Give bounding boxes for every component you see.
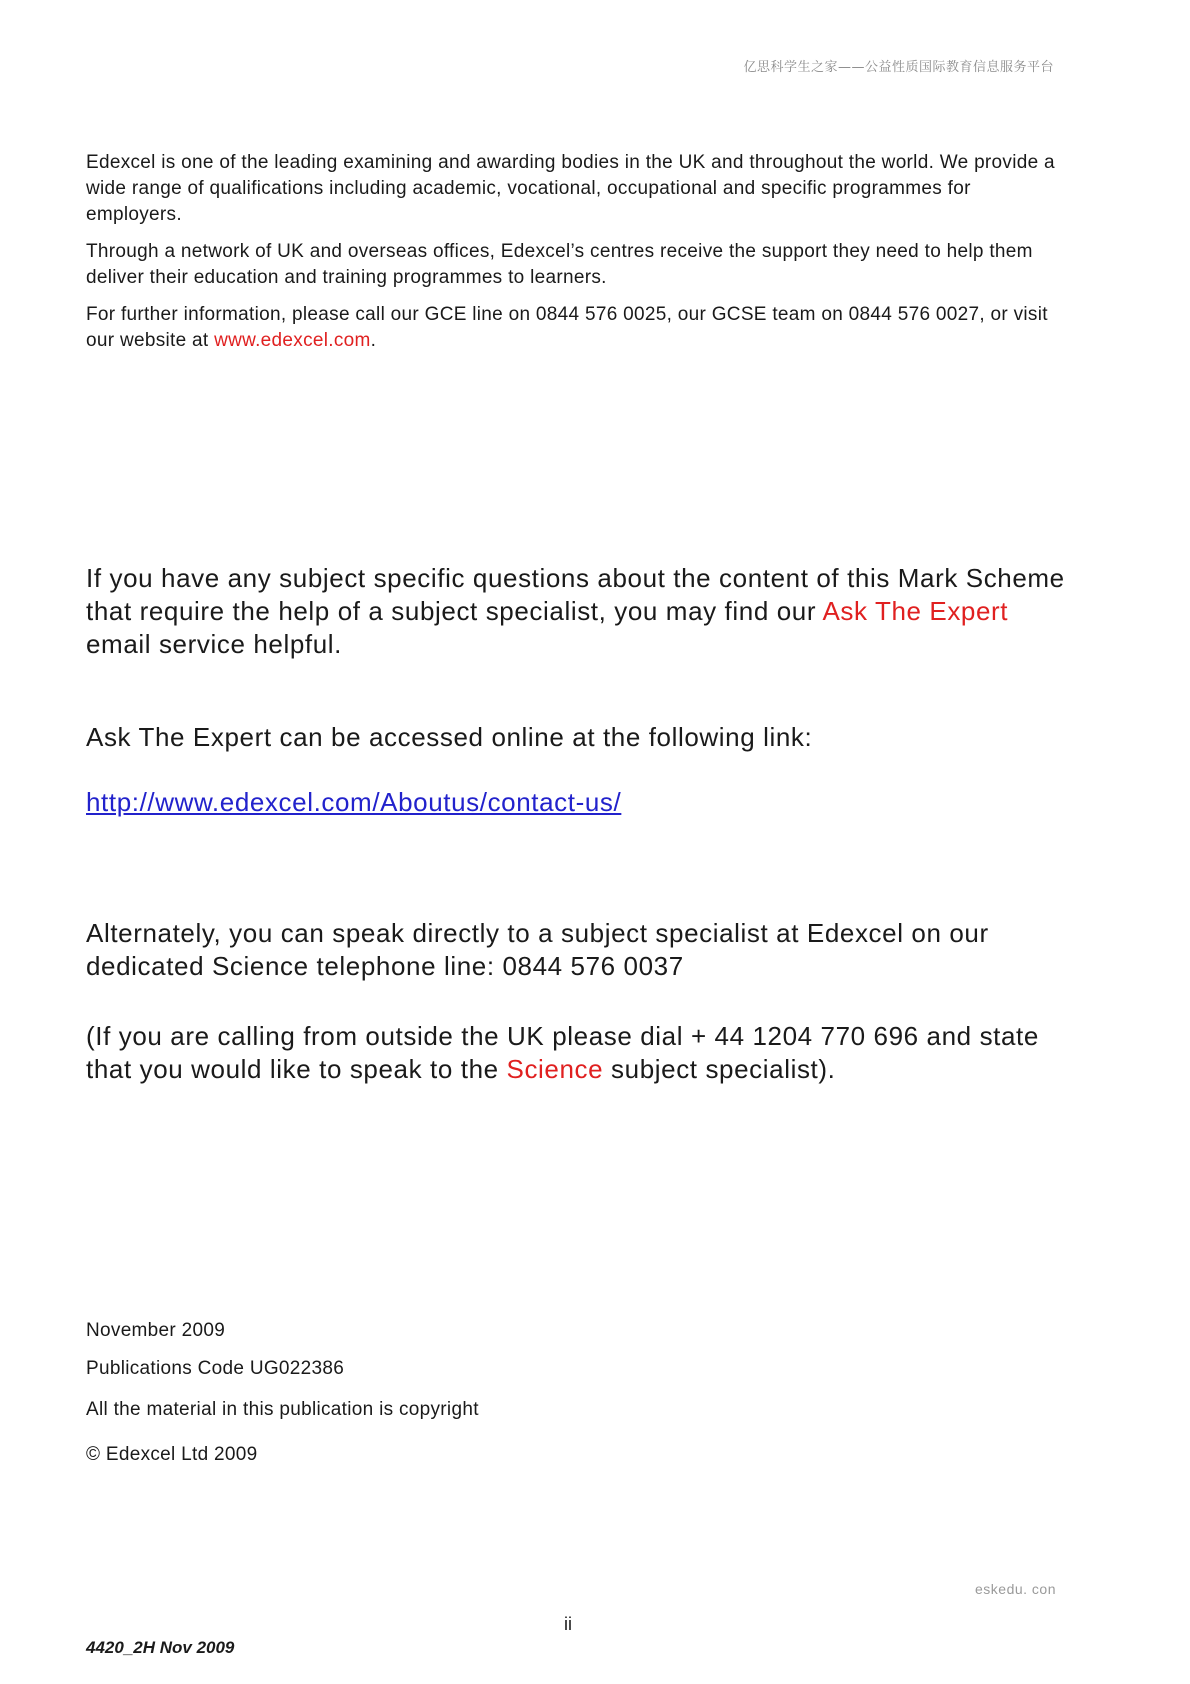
ask-the-expert-link[interactable]: Ask The Expert xyxy=(822,596,1009,626)
copyright-line: © Edexcel Ltd 2009 xyxy=(86,1444,258,1465)
ask-expert-paragraph xyxy=(86,562,1076,661)
ask-expert-text: If you have any subject specific questions about the content of this Mark Scheme that require the help of a subject specialist, you may find our xyxy=(86,563,1065,626)
access-paragraph: Ask The Expert can be accessed online at the following link: xyxy=(86,722,813,752)
website-link[interactable]: www.edexcel.com xyxy=(214,330,371,351)
intro-p3-end: . xyxy=(370,330,377,351)
watermark: eskedu. con xyxy=(975,1581,1056,1597)
copyright-note: All the material in this publication is copyright xyxy=(86,1399,479,1420)
intro-section xyxy=(86,150,1066,365)
ask-expert-section xyxy=(86,562,1076,661)
international-text: (If you are calling from outside the UK please dial + 44 1204 770 696 and state that you would like to speak to the xyxy=(86,1021,1039,1084)
international-end: subject specialist). xyxy=(603,1054,836,1084)
page-number: ii xyxy=(564,1614,572,1634)
contact-url-link[interactable]: http://www.edexcel.com/Aboutus/contact-us/ xyxy=(86,787,622,817)
footer-date: November 2009 xyxy=(86,1320,226,1341)
ask-expert-end: email service helpful. xyxy=(86,629,342,659)
intro-paragraph-1: Edexcel is one of the leading examining and awarding bodies in the UK and throughout the world. We provide a wide range of qualifications including academic, vocational, occupational and specific programmes for employers. xyxy=(86,152,1055,225)
international-paragraph xyxy=(86,1020,1076,1086)
publications-code: Publications Code UG022386 xyxy=(86,1358,345,1379)
intro-paragraph-3 xyxy=(86,302,1066,354)
phone-paragraph: Alternately, you can speak directly to a subject specialist at Edexcel on our dedicated Science telephone line: 0844 576 0037 xyxy=(86,918,989,981)
header-note: 亿思科学生之家——公益性质国际教育信息服务平台 xyxy=(743,60,1054,75)
document-code: 4420_2H Nov 2009 xyxy=(86,1638,235,1657)
intro-p3-text: For further information, please call our GCE line on 0844 576 0025, our GCSE team on 0844 576 0027, or visit our website at xyxy=(86,304,1048,351)
intro-paragraph-2: Through a network of UK and overseas offices, Edexcel’s centres receive the support they need to help them deliver their education and training programmes to learners. xyxy=(86,241,1033,288)
science-highlight: Science xyxy=(506,1054,604,1084)
